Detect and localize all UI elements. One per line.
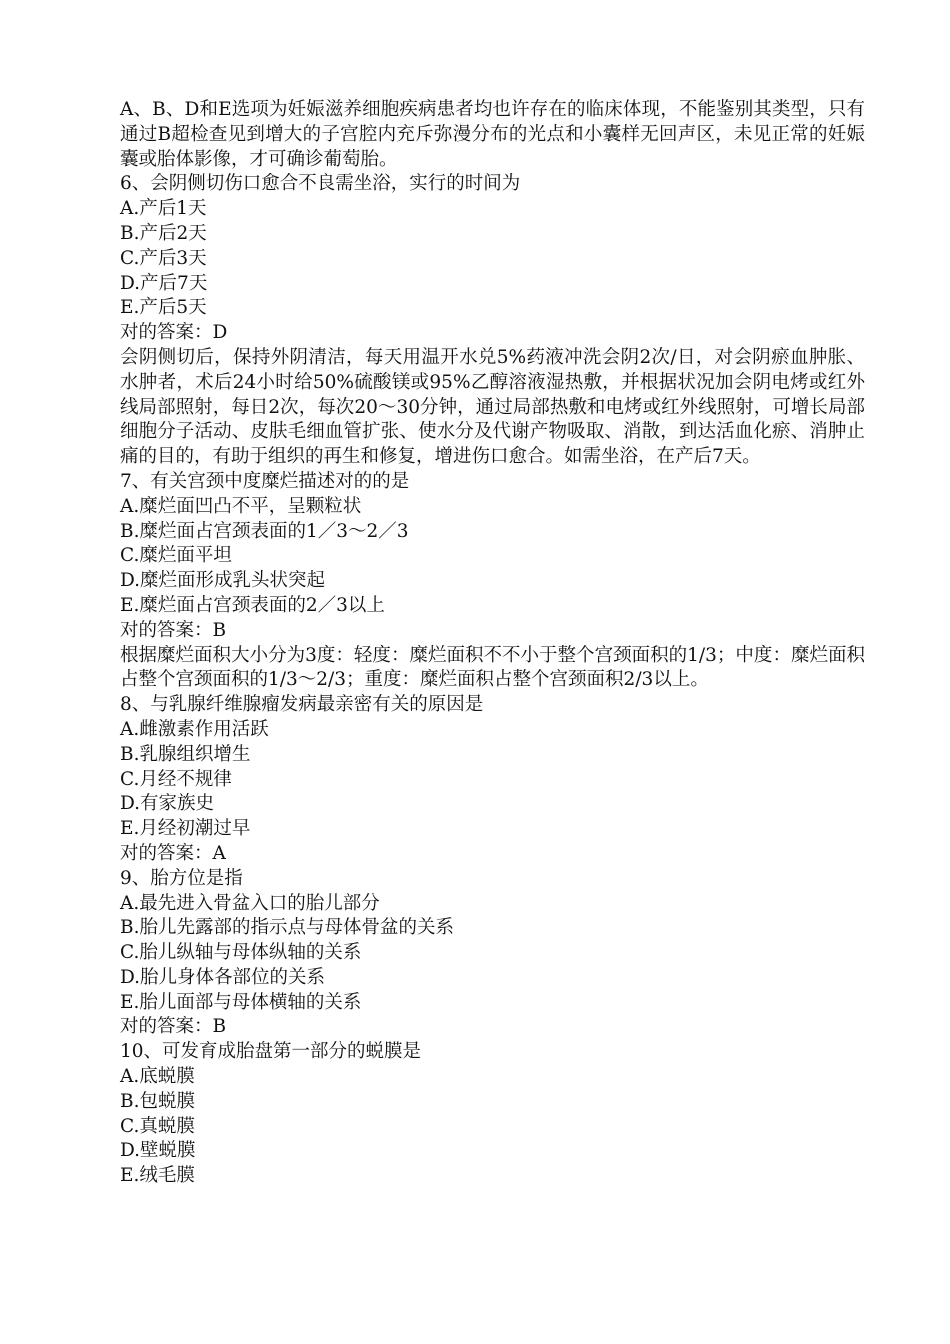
answer-option: B.糜烂面占宫颈表面的1／3～2／3 — [120, 520, 409, 542]
correct-answer: 对的答案：A — [120, 842, 226, 864]
answer-option: A.最先进入骨盆入口的胎儿部分 — [120, 892, 380, 914]
answer-option: C.产后3天 — [120, 247, 207, 269]
answer-option: E.产后5天 — [120, 297, 207, 319]
question-stem: 7、有关宫颈中度糜烂描述对的的是 — [120, 470, 410, 492]
answer-option: C.胎儿纵轴与母体纵轴的关系 — [120, 942, 362, 964]
question-block — [120, 470, 865, 693]
answer-option: C.月经不规律 — [120, 768, 232, 790]
answer-option: B.产后2天 — [120, 222, 207, 244]
answer-option: C.真蜕膜 — [120, 1115, 195, 1137]
answer-option: B.包蜕膜 — [120, 1090, 195, 1112]
answer-option: D.糜烂面形成乳头状突起 — [120, 570, 326, 592]
answer-option: A.糜烂面凹凸不平，呈颗粒状 — [120, 495, 362, 517]
correct-answer: 对的答案：D — [120, 322, 228, 344]
explanation-paragraph: A、B、D和E选项为妊娠滋养细胞疾病患者均也许存在的临床体现，不能鉴别其类型，只有通过B超检查见到增大的子宫腔内充斥弥漫分布的光点和小囊样无回声区，未见正常的妊娠囊或胎体影像，才可确诊葡萄胎。 — [120, 99, 865, 170]
question-stem: 8、与乳腺纤维腺瘤发病最亲密有关的原因是 — [120, 694, 484, 716]
answer-option: B.胎儿先露部的指示点与母体骨盆的关系 — [120, 917, 454, 939]
answer-option: B.乳腺组织增生 — [120, 743, 251, 765]
question-block — [120, 1040, 865, 1189]
answer-option: D.壁蜕膜 — [120, 1140, 196, 1162]
answer-option: E.绒毛膜 — [120, 1165, 195, 1187]
answer-option: E.胎儿面部与母体横轴的关系 — [120, 991, 362, 1013]
answer-option: A.雌激素作用活跃 — [120, 718, 269, 740]
question-stem: 9、胎方位是指 — [120, 867, 243, 889]
answer-option: A.底蜕膜 — [120, 1066, 195, 1088]
answer-option: D.产后7天 — [120, 272, 208, 294]
question-block — [120, 172, 865, 470]
question-stem: 10、可发育成胎盘第一部分的蜕膜是 — [120, 1041, 422, 1063]
answer-option: E.月经初潮过早 — [120, 818, 251, 840]
question-stem: 6、会阴侧切伤口愈合不良需坐浴，实行的时间为 — [120, 173, 521, 195]
answer-option: C.糜烂面平坦 — [120, 545, 232, 567]
correct-answer: 对的答案：B — [120, 1016, 227, 1038]
answer-option: D.胎儿身体各部位的关系 — [120, 966, 326, 988]
explanation-paragraph: 会阴侧切后，保持外阴清洁，每天用温开水兑5%药液冲洗会阴2次/日，对会阴瘀血肿胀、水肿者，术后24小时给50%硫酸镁或95%乙醇溶液湿热敷，并根据状况加会阴电烤或红外线局部照射，每日2次，每次20～30分钟，通过局部热敷和电烤或红外线照射，可增长局部细胞分子活动、皮肤毛细血管扩张、使水分及代谢产物吸取、消散，到达活血化瘀、消肿止痛的目的，有助于组织的再生和修复，增进伤口愈合。如需坐浴，在产后7天。 — [120, 346, 865, 468]
answer-option: D.有家族史 — [120, 793, 215, 815]
explanation-paragraph: 根据糜烂面积大小分为3度：轻度：糜烂面积不不小于整个宫颈面积的1/3；中度：糜烂面积占整个宫颈面积的1/3～2/3；重度：糜烂面积占整个宫颈面积2/3以上。 — [120, 644, 865, 691]
answer-option: E.糜烂面占宫颈表面的2／3以上 — [120, 594, 385, 616]
question-block — [120, 693, 865, 867]
question-block — [120, 867, 865, 1041]
document-page — [120, 98, 865, 1189]
answer-option: A.产后1天 — [120, 198, 207, 220]
correct-answer: 对的答案：B — [120, 619, 227, 641]
